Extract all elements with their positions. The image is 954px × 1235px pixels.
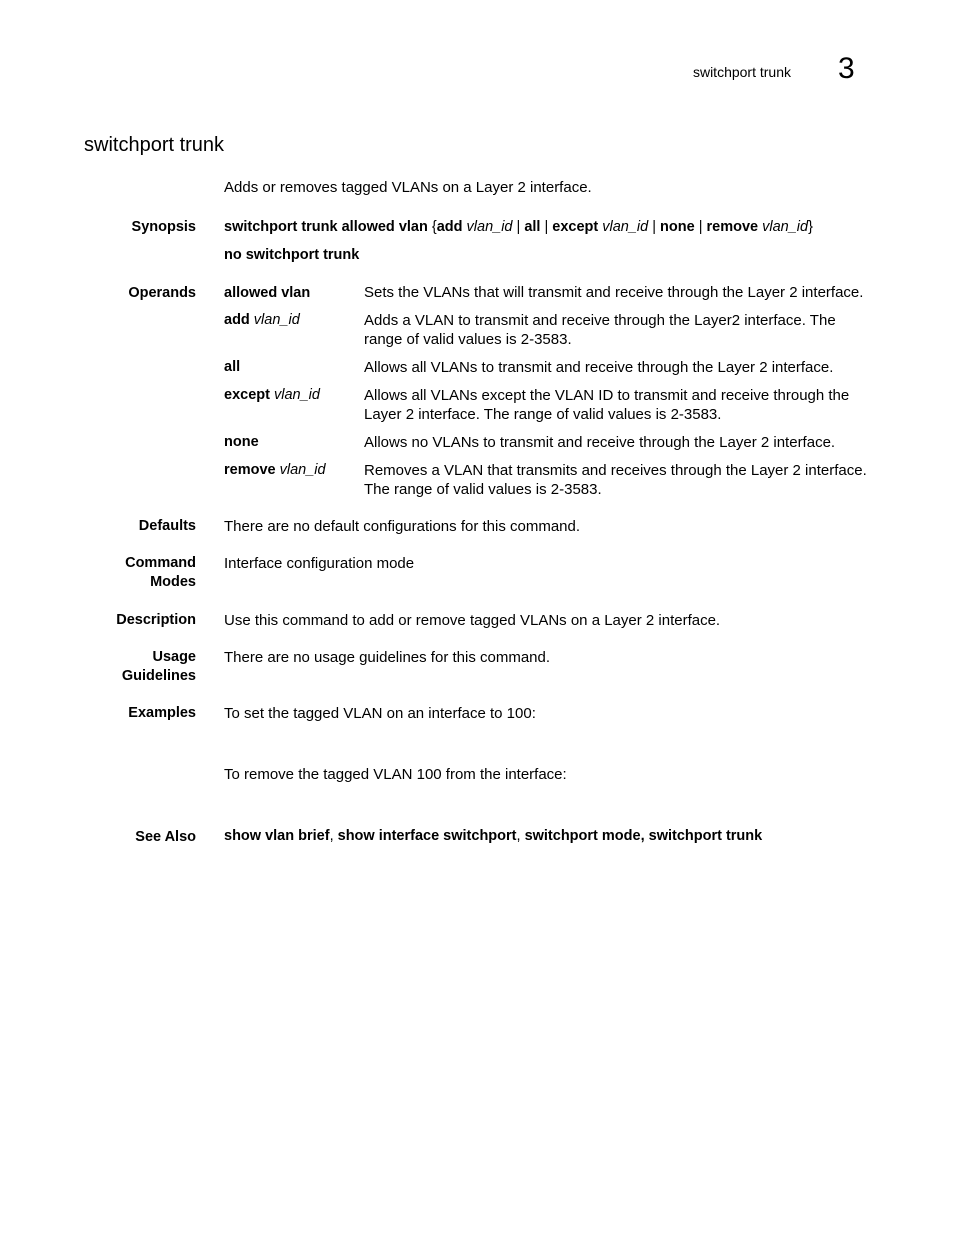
operand-description: Removes a VLAN that transmits and receives through the Layer 2 interface. The range of valid values is 2-3583.: [364, 462, 867, 498]
see-also-separator: ,: [516, 828, 525, 844]
usage-guidelines-label: [122, 648, 196, 686]
synopsis-label: Synopsis: [131, 219, 196, 235]
operand-term: [224, 284, 310, 303]
syn-vlan-id: vlan_id: [598, 219, 649, 235]
command-modes-text: Interface configuration mode: [224, 555, 415, 572]
operand-term: [224, 358, 240, 377]
description-label: Description: [116, 612, 196, 628]
command-modes-label: [125, 554, 196, 592]
operand-arg: vlan_id: [269, 387, 320, 403]
usage-label-line1: Usage: [152, 649, 196, 665]
operand-term: [224, 433, 259, 452]
operand-term: [224, 311, 300, 330]
operand-arg: vlan_id: [275, 462, 326, 478]
example-text: To remove the tagged VLAN 100 from the interface:: [224, 766, 567, 783]
page-title: switchport trunk: [84, 134, 225, 156]
operand-description: Adds a VLAN to transmit and receive through the Layer2 interface. The range of valid values is 2-3583.: [364, 312, 836, 348]
see-also-label: See Also: [135, 829, 196, 845]
usage-label-line2: Guidelines: [121, 668, 196, 684]
intro-text: Adds or removes tagged VLANs on a Layer 2 interface.: [224, 179, 592, 196]
syn-vlan-id: vlan_id: [758, 219, 809, 235]
operand-keyword: except: [224, 387, 270, 403]
syn-none: none: [660, 219, 695, 235]
syn-brace-close: }: [808, 219, 813, 235]
synopsis-no-command: no switchport trunk: [224, 247, 360, 263]
syn-vlan-id: vlan_id: [462, 219, 513, 235]
defaults-text: There are no default configurations for this command.: [224, 518, 581, 535]
defaults-label: Defaults: [138, 518, 196, 534]
examples-label: Examples: [128, 705, 196, 721]
operand-keyword: add: [224, 312, 250, 328]
operand-description: Allows all VLANs to transmit and receive through the Layer 2 interface.: [364, 359, 834, 376]
see-also-link[interactable]: show interface switchport: [337, 828, 517, 844]
syn-sep: |: [512, 219, 525, 235]
syn-sep: |: [540, 219, 553, 235]
operand-arg: vlan_id: [249, 312, 300, 328]
operands-label: Operands: [128, 285, 196, 301]
syn-all: all: [524, 219, 541, 235]
syn-remove: remove: [706, 219, 759, 235]
see-also-links: [224, 828, 762, 844]
operand-description: Allows all VLANs except the VLAN ID to transmit and receive through the Layer 2 interface. The range of valid values is 2-3583.: [364, 387, 850, 423]
running-head: switchport trunk: [692, 64, 791, 80]
example-text: To set the tagged VLAN on an interface to 100:: [224, 705, 536, 722]
syn-except: except: [552, 219, 599, 235]
synopsis-command: [224, 218, 813, 237]
operand-keyword: remove: [224, 462, 276, 478]
see-also-separator: ,: [329, 828, 338, 844]
syn-brace-open: {: [427, 219, 437, 235]
operand-description: Sets the VLANs that will transmit and receive through the Layer 2 interface.: [364, 284, 864, 301]
operand-term: [224, 461, 326, 480]
syn-cmd: switchport trunk allowed vlan: [224, 219, 428, 235]
usage-guidelines-text: There are no usage guidelines for this command.: [224, 649, 551, 666]
operand-keyword: allowed vlan: [224, 285, 311, 301]
command-modes-label-line1: Command: [125, 555, 196, 571]
command-modes-label-line2: Modes: [150, 574, 196, 590]
description-text: Use this command to add or remove tagged VLANs on a Layer 2 interface.: [224, 612, 721, 629]
chapter-number: 3: [838, 52, 855, 85]
syn-sep: |: [694, 219, 707, 235]
see-also-link[interactable]: show vlan brief: [224, 828, 330, 844]
see-also-link[interactable]: switchport mode, switchport trunk: [524, 828, 763, 844]
operand-keyword: none: [224, 434, 259, 450]
operand-description: Allows no VLANs to transmit and receive through the Layer 2 interface.: [364, 434, 836, 451]
syn-sep: |: [648, 219, 661, 235]
operand-keyword: all: [224, 359, 241, 375]
operand-term: [224, 386, 320, 405]
syn-add: add: [436, 219, 463, 235]
